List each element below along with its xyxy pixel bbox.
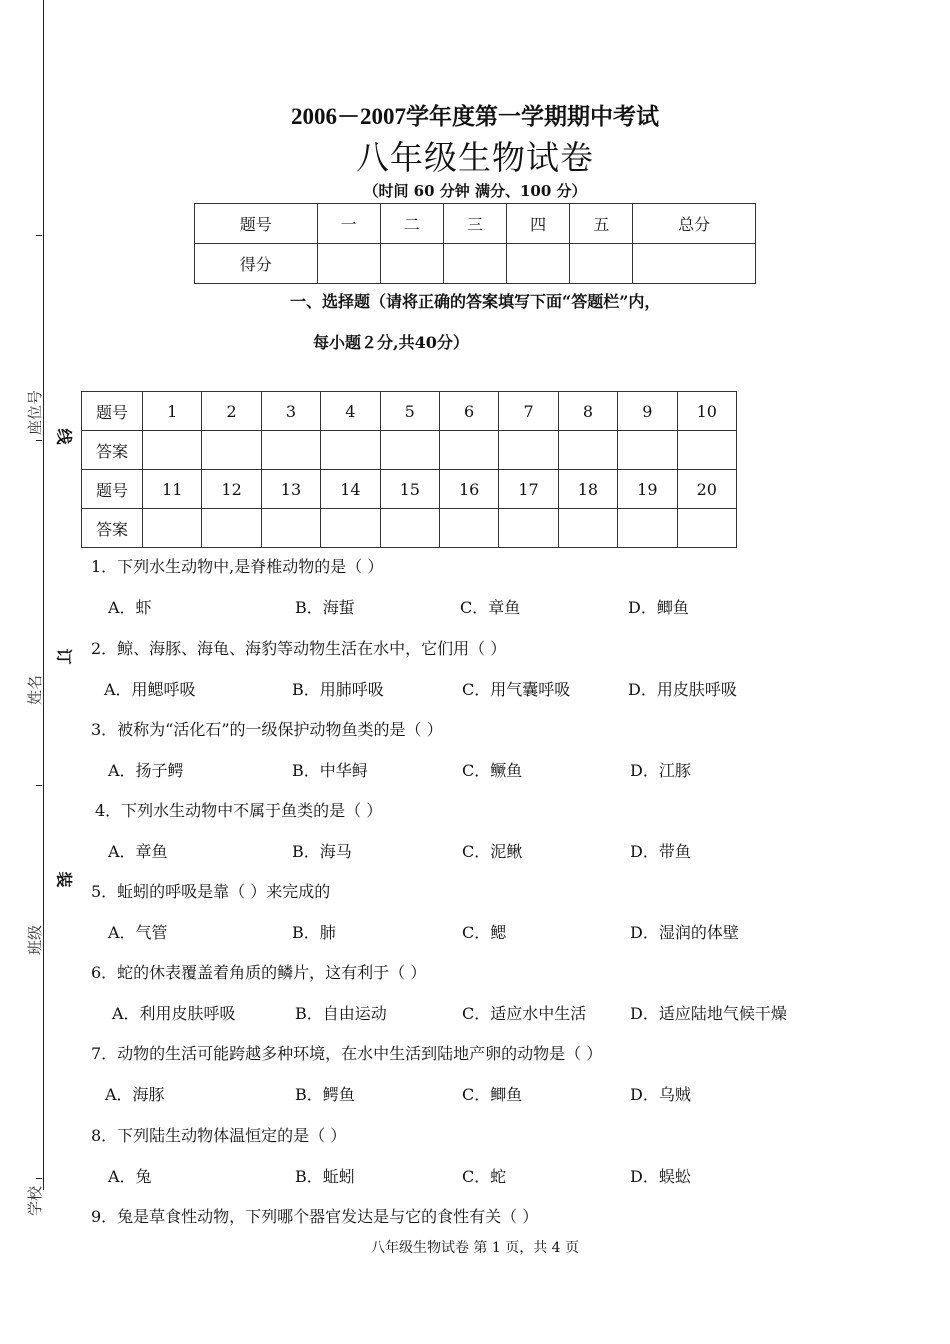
answer-number-cell: 4 <box>321 392 380 431</box>
score-cell[interactable] <box>443 244 506 284</box>
answer-cell[interactable] <box>380 509 439 548</box>
answer-cell[interactable] <box>202 509 261 548</box>
answer-number-row <box>82 470 737 509</box>
answer-cell[interactable] <box>202 431 261 470</box>
margin-tick <box>36 1178 42 1179</box>
question-7: 7．动物的生活可能跨越多种环境，在水中生活到陆地产卵的动物是（ ） <box>91 1044 603 1063</box>
question-8-option-c: C．蛇 <box>462 1167 507 1186</box>
score-cell[interactable] <box>317 244 380 284</box>
question-5-option-a: A．气管 <box>108 923 168 942</box>
question-2-option-a: A．用鳃呼吸 <box>104 680 196 699</box>
margin-tick <box>36 785 42 786</box>
question-2-option-d: D．用皮肤呼吸 <box>628 680 737 699</box>
answer-cell[interactable] <box>439 509 498 548</box>
question-7-option-d: D．乌贼 <box>630 1085 691 1104</box>
question-6: 6．蛇的休表覆盖着角质的鳞片，这有利于（ ） <box>91 963 427 982</box>
answer-cell[interactable] <box>143 431 202 470</box>
score-cell[interactable] <box>633 244 756 284</box>
question-1-option-b: B．海蜇 <box>295 598 355 617</box>
score-cell[interactable] <box>570 244 633 284</box>
answer-number-cell: 14 <box>321 470 380 509</box>
score-cell[interactable] <box>507 244 570 284</box>
question-2-option-b: B．用肺呼吸 <box>292 680 384 699</box>
question-4-option-a: A．章鱼 <box>108 842 168 861</box>
cut-line-mark: 线 <box>54 428 74 445</box>
question-7-option-c: C．鲫鱼 <box>462 1085 523 1104</box>
answer-number-cell: 13 <box>261 470 320 509</box>
score-cell[interactable] <box>380 244 443 284</box>
answer-row <box>82 509 737 548</box>
score-header-cell: 五 <box>570 204 633 244</box>
cut-bind-mark: 装 <box>54 871 74 888</box>
answer-number-row <box>82 392 737 431</box>
question-8-option-a: A．兔 <box>108 1167 152 1186</box>
answer-label: 答案 <box>82 509 143 548</box>
question-7-option-a: A．海豚 <box>105 1085 165 1104</box>
question-8-option-b: B．蚯蚓 <box>295 1167 355 1186</box>
question-8-option-d: D．蜈蚣 <box>630 1167 691 1186</box>
question-1-option-a: A．虾 <box>108 598 152 617</box>
answer-number-cell: 6 <box>439 392 498 431</box>
question-4-option-b: B．海马 <box>292 842 352 861</box>
score-header-cell: 题号 <box>195 204 318 244</box>
question-4-option-c: C．泥鳅 <box>462 842 523 861</box>
name-label: 姓名 <box>26 674 44 705</box>
question-6-option-d: D．适应陆地气候干燥 <box>630 1004 787 1023</box>
answer-number-cell: 10 <box>677 392 736 431</box>
score-table-header-row <box>195 204 756 244</box>
question-3-option-c: C．鳜鱼 <box>462 761 523 780</box>
answer-cell[interactable] <box>321 509 380 548</box>
answer-number-label: 题号 <box>82 392 143 431</box>
answer-cell[interactable] <box>558 509 617 548</box>
answer-cell[interactable] <box>618 509 677 548</box>
answer-cell[interactable] <box>261 509 320 548</box>
page-footer: 八年级生物试卷 第 1 页，共 4 页 <box>370 1240 580 1256</box>
question-4: 4．下列水生动物中不属于鱼类的是（ ） <box>95 801 383 820</box>
question-6-option-c: C．适应水中生活 <box>462 1004 587 1023</box>
score-header-cell: 一 <box>317 204 380 244</box>
score-header-cell: 总分 <box>633 204 756 244</box>
answer-cell[interactable] <box>558 431 617 470</box>
score-header-cell: 四 <box>507 204 570 244</box>
answer-number-cell: 20 <box>677 470 736 509</box>
question-1-option-c: C．章鱼 <box>460 598 521 617</box>
score-table-score-row <box>195 244 756 284</box>
question-8: 8．下列陆生动物体温恒定的是（ ） <box>91 1126 347 1145</box>
answer-number-cell: 2 <box>202 392 261 431</box>
answer-cell[interactable] <box>618 431 677 470</box>
question-3-option-d: D．江豚 <box>630 761 691 780</box>
exam-subject-title: 八年级生物试卷 <box>356 138 594 177</box>
answer-cell[interactable] <box>439 431 498 470</box>
question-5-option-c: C．鳃 <box>462 923 507 942</box>
answer-cell[interactable] <box>380 431 439 470</box>
question-7-option-b: B．鳄鱼 <box>295 1085 355 1104</box>
answer-cell[interactable] <box>499 431 558 470</box>
school-label: 学校 <box>26 1185 44 1216</box>
class-label: 班级 <box>26 924 44 955</box>
answer-number-label: 题号 <box>82 470 143 509</box>
question-6-option-a: A．利用皮肤呼吸 <box>112 1004 236 1023</box>
exam-title: 2006－2007学年度第一学期期中考试 <box>291 104 659 129</box>
answer-number-cell: 7 <box>499 392 558 431</box>
question-3: 3．被称为“活化石”的一级保护动物鱼类的是（ ） <box>91 720 443 739</box>
question-9: 9．兔是草食性动物，下列哪个器官发达是与它的食性有关（ ） <box>91 1207 539 1226</box>
answer-number-cell: 16 <box>439 470 498 509</box>
seat-number-label: 座位号 <box>26 389 44 435</box>
answer-number-cell: 5 <box>380 392 439 431</box>
answer-cell[interactable] <box>677 509 736 548</box>
question-3-option-a: A．扬子鳄 <box>108 761 184 780</box>
question-3-option-b: B．中华鲟 <box>292 761 368 780</box>
answer-number-cell: 12 <box>202 470 261 509</box>
answer-number-cell: 18 <box>558 470 617 509</box>
question-6-option-b: B．自由运动 <box>295 1004 387 1023</box>
question-2-option-c: C．用气囊呼吸 <box>462 680 571 699</box>
question-5-option-d: D．湿润的体壁 <box>630 923 739 942</box>
question-5: 5．蚯蚓的呼吸是靠（ ）来完成的 <box>91 882 331 901</box>
answer-cell[interactable] <box>261 431 320 470</box>
section-heading: 一、选择题（请将正确的答案填写下面“答题栏”内， <box>290 292 661 311</box>
answer-number-cell: 9 <box>618 392 677 431</box>
answer-number-cell: 19 <box>618 470 677 509</box>
answer-table <box>81 391 737 548</box>
score-header-cell: 三 <box>443 204 506 244</box>
answer-cell[interactable] <box>677 431 736 470</box>
answer-number-cell: 17 <box>499 470 558 509</box>
score-row-label: 得分 <box>195 244 318 284</box>
margin-tick <box>36 440 42 441</box>
section-heading-line2: 每小题２分,共40分） <box>313 333 469 352</box>
question-1: 1．下列水生动物中,是脊椎动物的是（ ） <box>91 557 384 576</box>
question-2: 2．鲸、海豚、海龟、海豹等动物生活在水中，它们用（ ） <box>91 639 507 658</box>
answer-number-cell: 3 <box>261 392 320 431</box>
question-4-option-d: D．带鱼 <box>630 842 691 861</box>
question-5-option-b: B．肺 <box>292 923 336 942</box>
margin-tick <box>36 235 42 236</box>
question-1-option-d: D．鲫鱼 <box>628 598 689 617</box>
answer-number-cell: 15 <box>380 470 439 509</box>
answer-label: 答案 <box>82 431 143 470</box>
answer-number-cell: 1 <box>143 392 202 431</box>
answer-cell[interactable] <box>321 431 380 470</box>
answer-number-cell: 8 <box>558 392 617 431</box>
answer-cell[interactable] <box>499 509 558 548</box>
cut-order-mark: 订 <box>54 648 74 665</box>
score-table <box>194 203 756 284</box>
score-header-cell: 二 <box>380 204 443 244</box>
exam-time-info: （时间 60 分钟 满分、100 分） <box>363 182 587 200</box>
answer-cell[interactable] <box>143 509 202 548</box>
answer-number-cell: 11 <box>143 470 202 509</box>
answer-row <box>82 431 737 470</box>
